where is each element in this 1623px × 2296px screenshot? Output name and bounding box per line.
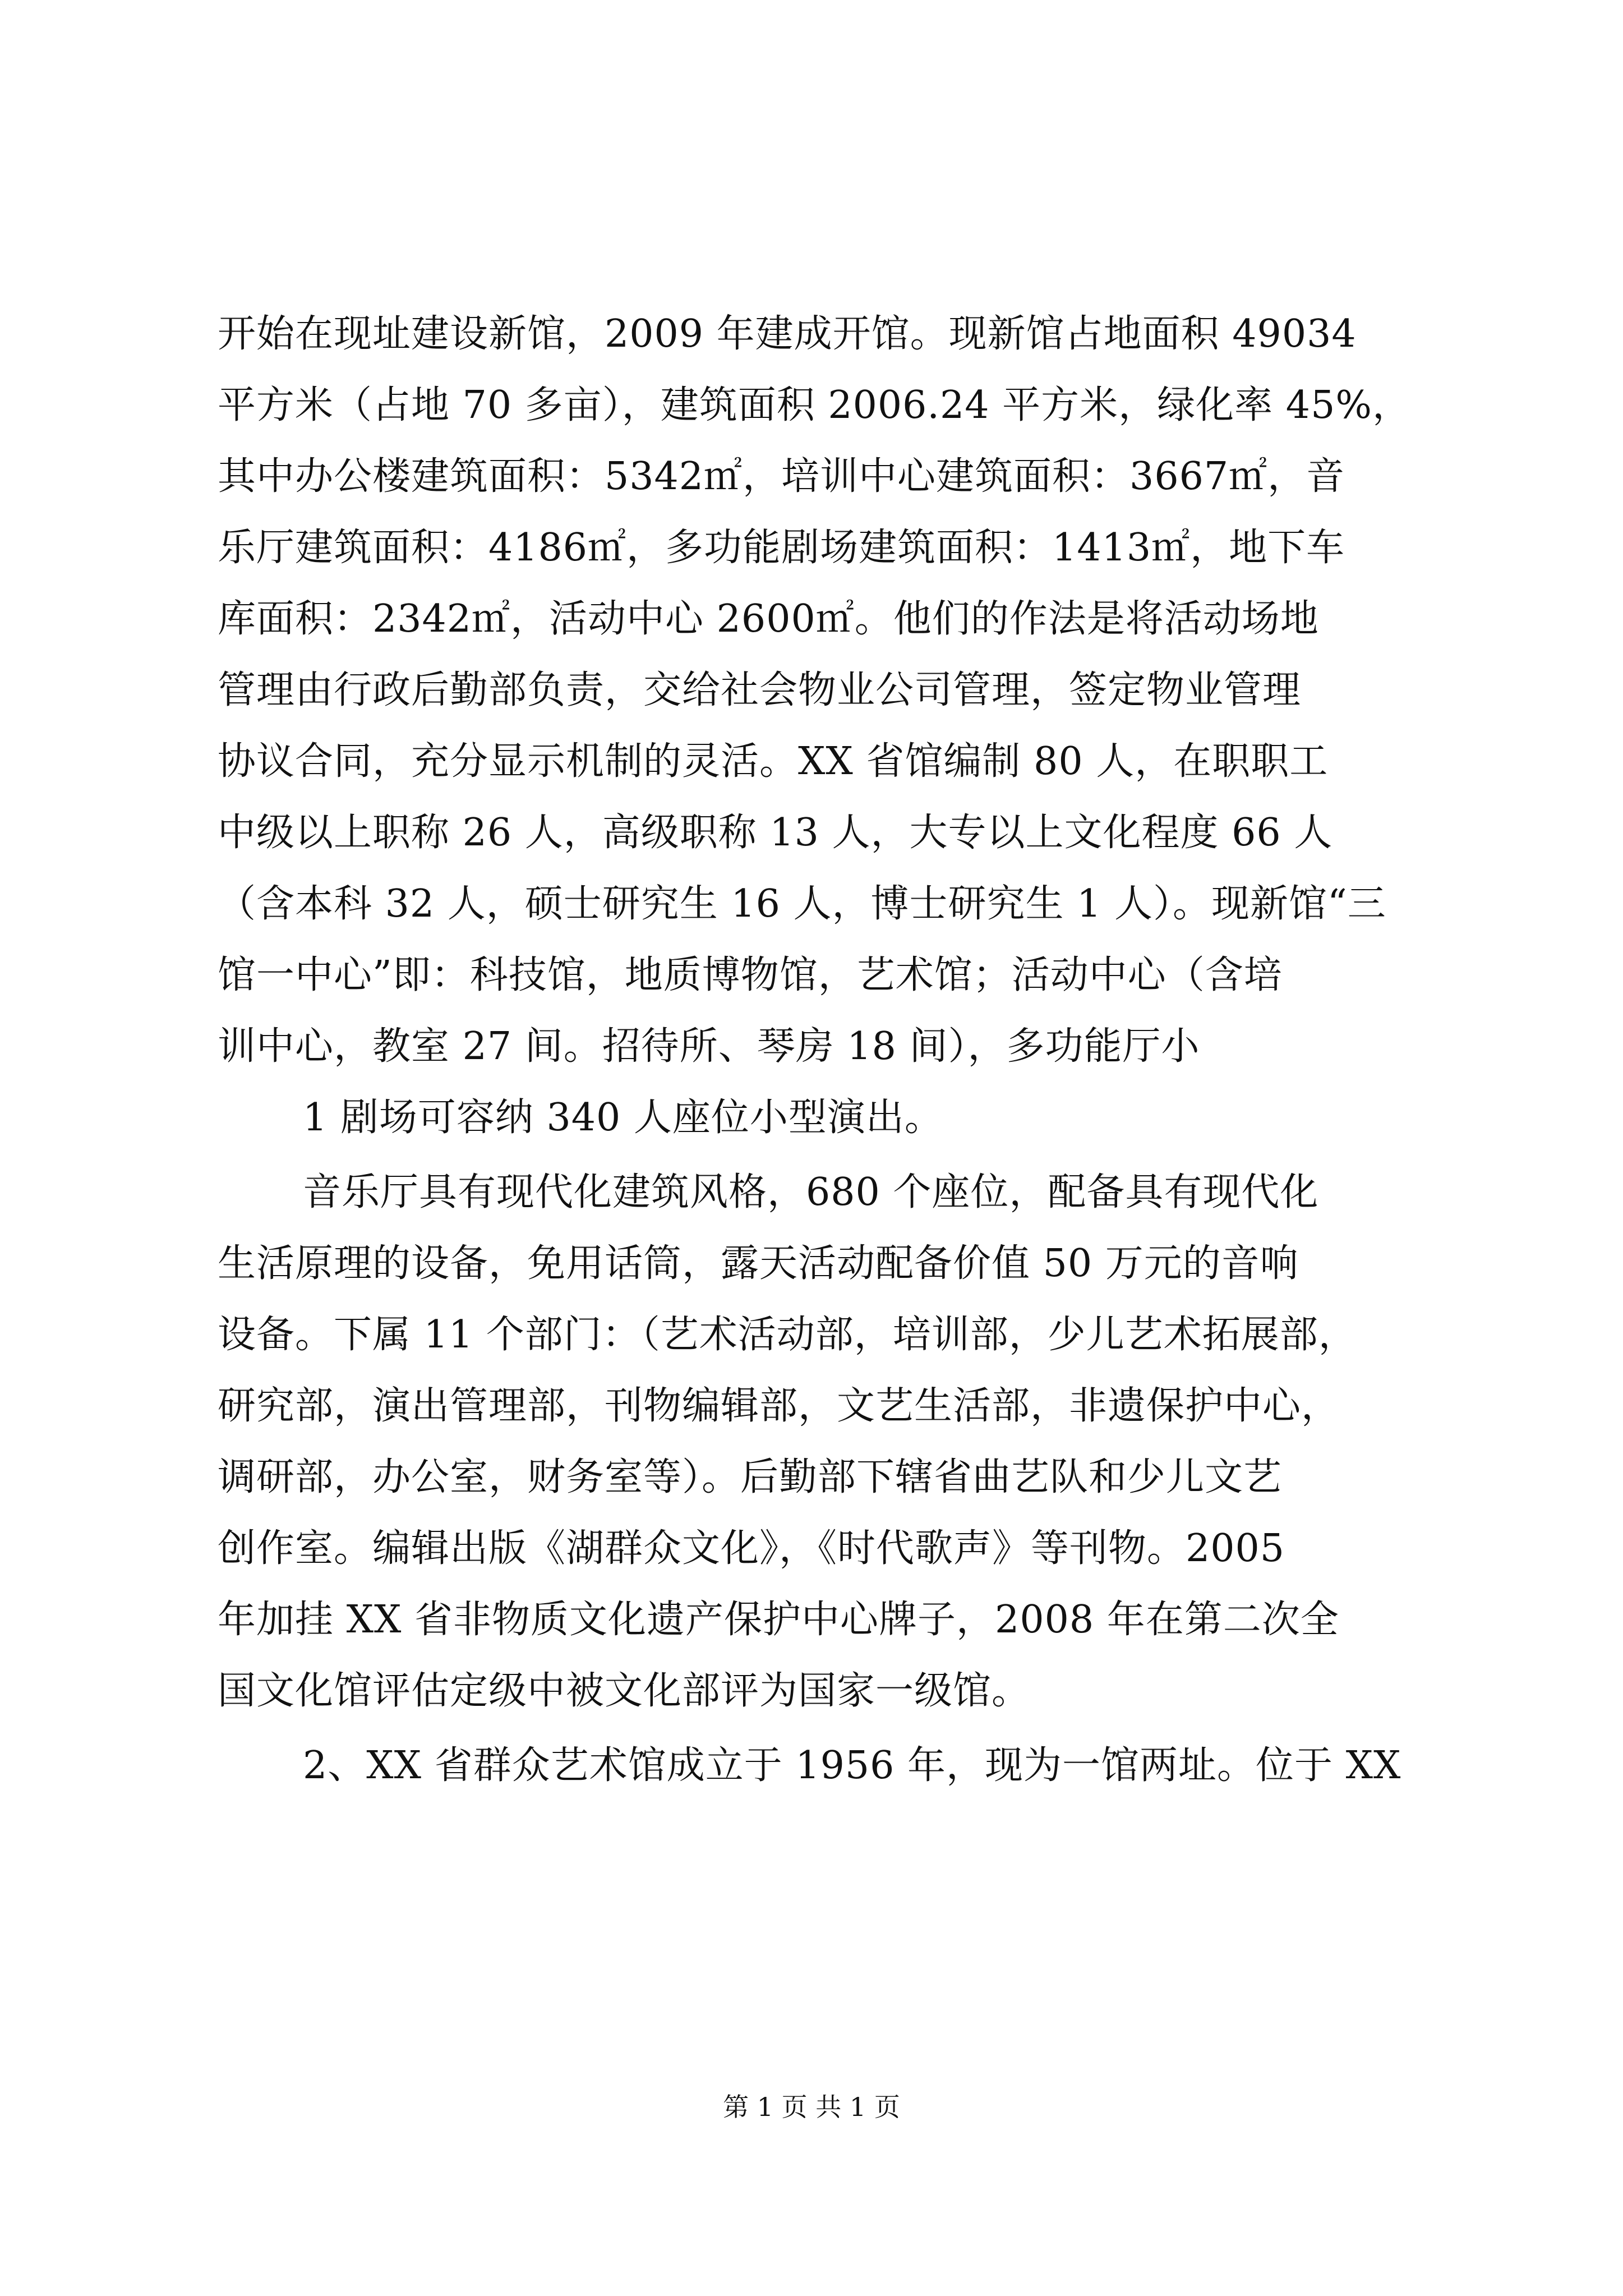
text-line: 2、XX 省群众艺术馆成立于 1956 年，现为一馆两址。位于 XX <box>303 1743 1401 1788</box>
text-line: 馆一中心”即：科技馆，地质博物馆，艺术馆；活动中心（含培 <box>218 953 1283 997</box>
text-line: 协议合同，充分显示机制的灵活。XX 省馆编制 80 人，在职职工 <box>218 739 1329 784</box>
page-footer: 第 1 页 共 1 页 <box>723 2092 900 2122</box>
text-line: 其中办公楼建筑面积：5342㎡，培训中心建筑面积：3667㎡，音 <box>218 454 1345 499</box>
text-line: 1 剧场可容纳 340 人座位小型演出。 <box>303 1096 943 1140</box>
text-line: 音乐厅具有现代化建筑风格，680 个座位，配备具有现代化 <box>303 1170 1319 1214</box>
text-line: 开始在现址建设新馆，2009 年建成开馆。现新馆占地面积 49034 <box>218 312 1357 356</box>
text-line: 平方米（占地 70 多亩），建筑面积 2006.24 平方米，绿化率 45%， <box>218 383 1411 427</box>
text-line: 设备。下属 11 个部门：（艺术活动部，培训部，少儿艺术拓展部， <box>218 1313 1357 1357</box>
text-line: 库面积：2342㎡，活动中心 2600㎡。他们的作法是将活动场地 <box>218 597 1319 641</box>
text-line: 乐厅建筑面积：4186㎡，多功能剧场建筑面积：1413㎡，地下车 <box>218 526 1345 570</box>
text-line: 国文化馆评估定级中被文化部评为国家一级馆。 <box>218 1669 1031 1713</box>
text-line: 年加挂 XX 省非物质文化遗产保护中心牌子，2008 年在第二次全 <box>218 1598 1339 1642</box>
text-line: 调研部，办公室，财务室等）。后勤部下辖省曲艺队和少儿文艺 <box>218 1455 1283 1499</box>
text-line: 训中心，教室 27 间。招待所、琴房 18 间），多功能厅小 <box>218 1024 1200 1069</box>
text-line: 管理由行政后勤部负责，交给社会物业公司管理，签定物业管理 <box>218 668 1302 712</box>
text-line: 生活原理的设备，免用话筒，露天活动配备价值 50 万元的音响 <box>218 1241 1299 1286</box>
text-line: （含本科 32 人，硕士研究生 16 人，博士研究生 1 人）。现新馆“三 <box>218 882 1386 926</box>
text-line: 中级以上职称 26 人，高级职称 13 人，大专以上文化程度 66 人 <box>218 811 1333 855</box>
text-line: 研究部，演出管理部，刊物编辑部，文艺生活部，非遗保护中心， <box>218 1384 1340 1428</box>
text-line: 创作室。编辑出版《湖群众文化》，《时代歌声》等刊物。2005 <box>218 1526 1285 1571</box>
